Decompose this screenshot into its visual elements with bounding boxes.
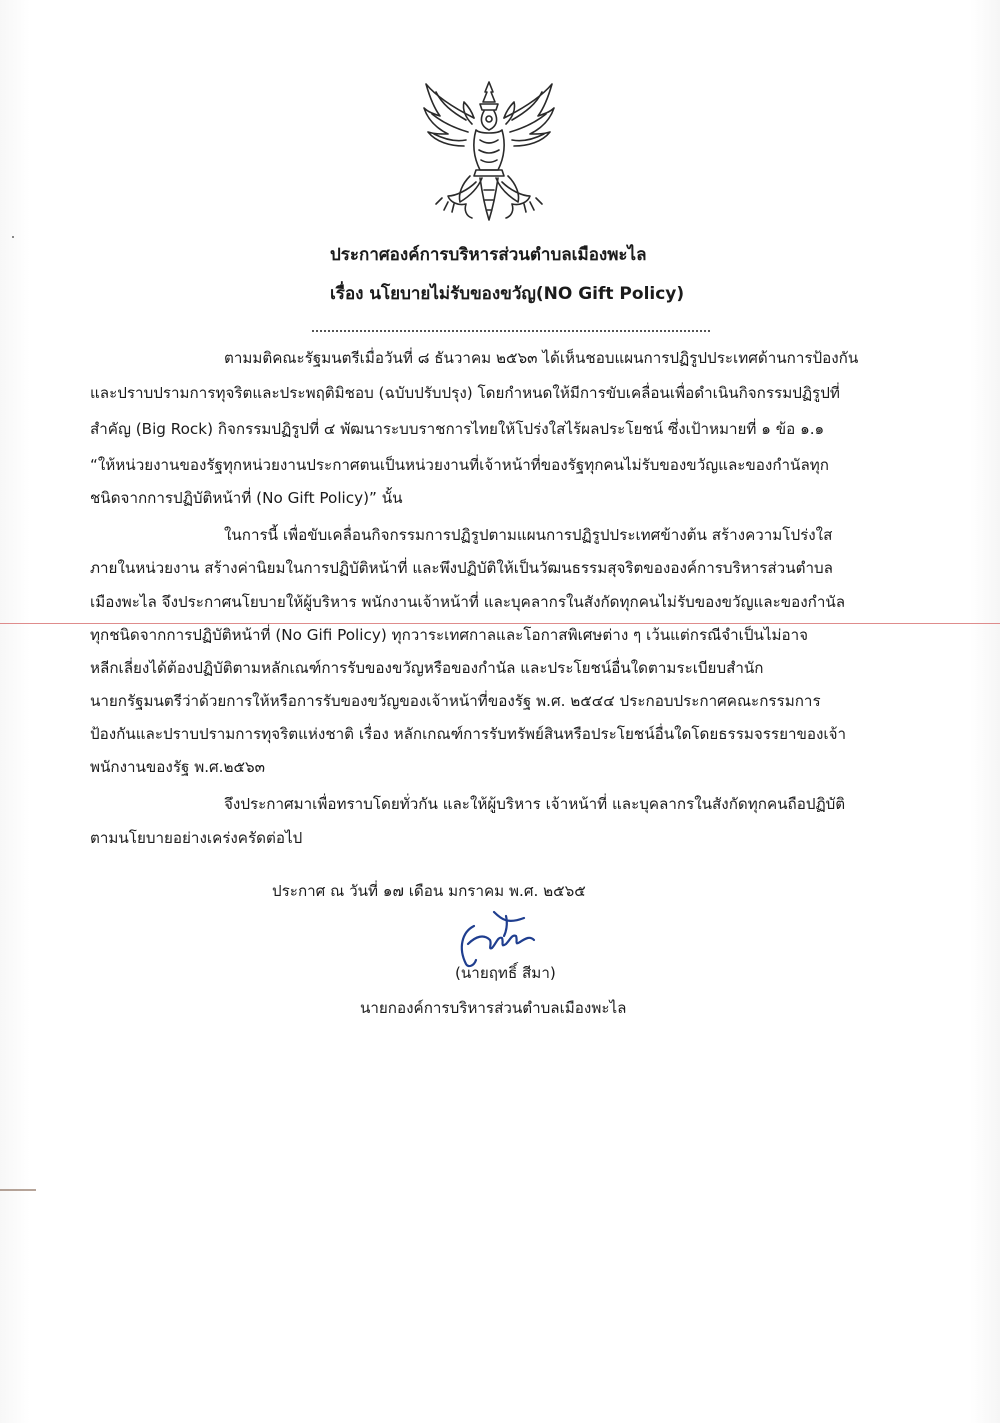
announcement-date: ประกาศ ณ วันที่ ๑๗ เดือน มกราคม พ.ศ. ๒๕๖๕ [272, 882, 586, 900]
paragraph-line: พนักงานของรัฐ พ.ศ.๒๕๖๓ [90, 758, 266, 776]
paragraph-line: ตามมติคณะรัฐมนตรีเมื่อวันที่ ๘ ธันวาคม ๒๕๖๓ ได้เห็นชอบแผนการปฏิรูปประเทศด้านการป้องกัน [224, 349, 859, 367]
scan-smudge [0, 1189, 36, 1191]
paragraph-line: หลีกเลี่ยงได้ต้องปฏิบัติตามหลักเณฑ์การรับของขวัญหรือของกำนัล และประโยชน์อื่นใดตามระเบียบสำนัก [90, 659, 764, 677]
subject-text: นโยบายไม่รับของขวัญ(NO Gift Policy) [369, 284, 685, 304]
paragraph-line: เมืองพะไล จึงประกาศนโยบายให้ผู้บริหาร พนักงานเจ้าหน้าที่ และบุคลากรในสังกัดทุกคนไม่รับของขวัญและของกำนัล [90, 593, 846, 611]
paragraph-line: ในการนี้ เพื่อขับเคลื่อนกิจกรรมการปฏิรูปตามแผนการปฏิรูปประเทศข้างต้น สร้างความโปร่งใส [224, 526, 833, 544]
title-separator [312, 330, 710, 332]
organization-title: ประกาศองค์การบริหารส่วนตำบลเมืองพะไล [330, 245, 647, 265]
paragraph-line: สำคัญ (Big Rock) กิจกรรมปฏิรูปที่ ๔ พัฒนาระบบราชการไทยให้โปร่งใสไร้ผลประโยชน์ ซึ่งเป้าหมายที่ ๑ ข้อ ๑.๑ [90, 420, 825, 438]
paragraph-line: ป้องกันและปราบปรามการทุจริตแห่งชาติ เรื่อง หลักเกณฑ์การรับทรัพย์สินหรือประโยชน์อื่นใดโดยธรรมจรรยาของเจ้า [90, 725, 847, 743]
signer-position: นายกองค์การบริหารส่วนตำบลเมืองพะไล [360, 999, 627, 1017]
scan-speck [12, 236, 14, 238]
paragraph-line: และปราบปรามการทุจริตและประพฤติมิชอบ (ฉบับปรับปรุง) โดยกำหนดให้มีการขับเคลื่อนเพื่อดำเนินกิจกรรมปฏิรูปที่ [90, 384, 840, 402]
paragraph-line: จึงประกาศมาเพื่อทราบโดยทั่วกัน และให้ผู้บริหาร เจ้าหน้าที่ และบุคลากรในสังกัดทุกคนถือปฏิบัติ [224, 795, 846, 813]
paragraph-line: ตามนโยบายอย่างเคร่งครัดต่อไป [90, 829, 303, 847]
paragraph-line: ภายในหน่วยงาน สร้างค่านิยมในการปฏิบัติหน้าที่ และพึงปฏิบัติให้เป็นวัฒนธรรมสุจริตขององค์การบริหารส่วนตำบล [90, 559, 833, 577]
signer-name: (นายฤทธิ์ สีมา) [455, 964, 556, 982]
thai-garuda-emblem-icon [414, 78, 564, 224]
subject-heading [330, 282, 710, 306]
paragraph-line: ทุกชนิดจากการปฏิบัติหน้าที่ (No Gifi Policy) ทุกวาระเทศกาลและโอกาสพิเศษต่าง ๆ เว้นแต่กรณีจำเป็นไม่อาจ [90, 626, 809, 644]
paragraph-line: ชนิดจากการปฏิบัติหน้าที่ (No Gift Policy)” นั้น [90, 489, 403, 507]
paragraph-line: นายกรัฐมนตรีว่าด้วยการให้หรือการรับของขวัญของเจ้าหน้าที่ของรัฐ พ.ศ. ๒๕๔๔ ประกอบประกาศคณะกรรมการ [90, 692, 821, 710]
paragraph-line: “ให้หน่วยงานของรัฐทุกหน่วยงานประกาศตนเป็นหน่วยงานที่เจ้าหน้าที่ของรัฐทุกคนไม่รับของขวัญและของกำนัลทุก [90, 456, 829, 474]
subject-label: เรื่อง [330, 284, 364, 304]
